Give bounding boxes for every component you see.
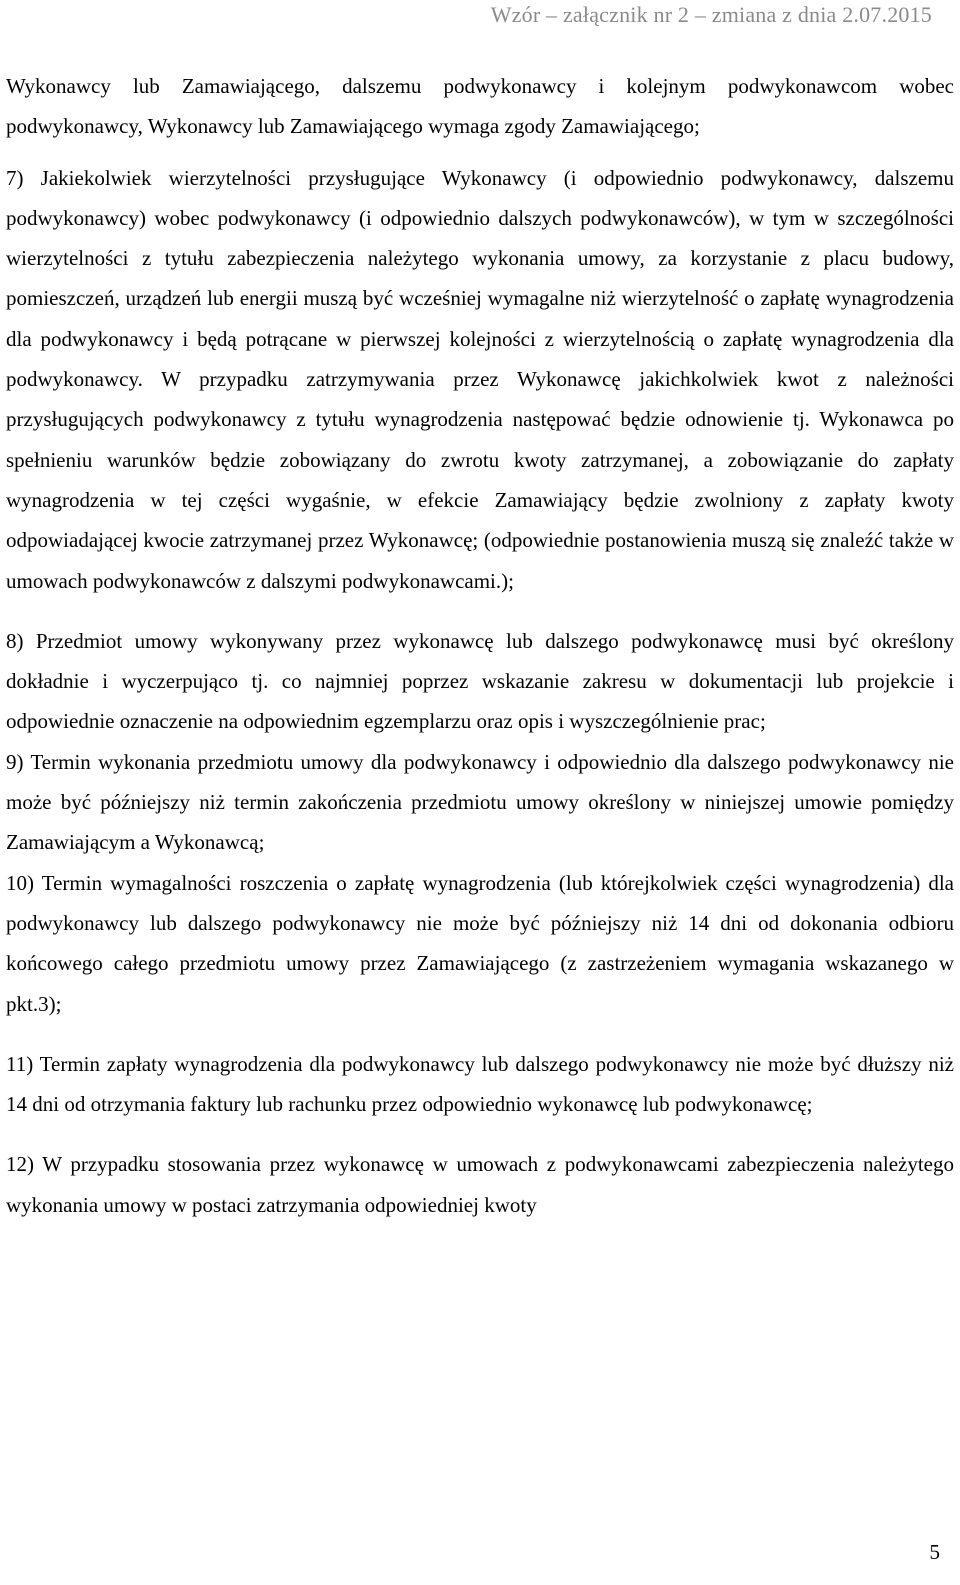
document-body	[6, 66, 954, 1225]
page-header: Wzór – załącznik nr 2 – zmiana z dnia 2.07.2015	[490, 2, 932, 27]
paragraph-item-9: 9) Termin wykonania przedmiotu umowy dla podwykonawcy i odpowiednio dla dalszego podwykonawcy nie może być późniejszy niż termin zakończenia przedmiotu umowy określony w niniejszej umowie pomiędzy Zamawiającym a Wykonawcą;	[6, 749, 954, 855]
paragraph-item-10: 10) Termin wymagalności roszczenia o zapłatę wynagrodzenia (lub którejkolwiek części wynagrodzenia) dla podwykonawcy lub dalszego podwykonawcy nie może być późniejszy niż 14 dni od dokonania odbioru końcowego całego przedmiotu umowy przez Zamawiającego (z zastrzeżeniem wymagania wskazanego w pkt.3);	[6, 870, 954, 1016]
paragraph-item-12: 12) W przypadku stosowania przez wykonawcę w umowach z podwykonawcami zabezpieczenia należytego wykonania umowy w postaci zatrzymania odpowiedniej kwoty	[6, 1152, 954, 1217]
paragraph-continuation: Wykonawcy lub Zamawiającego, dalszemu podwykonawcy i kolejnym podwykonawcom wobec podwykonawcy, Wykonawcy lub Zamawiającego wymaga zgody Zamawiającego;	[6, 74, 954, 139]
page-number: 5	[929, 1540, 940, 1564]
paragraph-item-11: 11) Termin zapłaty wynagrodzenia dla podwykonawcy lub dalszego podwykonawcy nie może być dłuższy niż 14 dni od otrzymania faktury lub rachunku przez odpowiednio wykonawcę lub podwykonawcę;	[6, 1051, 954, 1117]
paragraph-item-7: 7) Jakiekolwiek wierzytelności przysługujące Wykonawcy (i odpowiednio podwykonawcy, dalszemu podwykonawcy) wobec podwykonawcy (i odpowiednio dalszych podwykonawców), w tym w szczególności wierzytelności z tytułu zabezpieczenia należytego wykonania umowy, za korzystanie z placu budowy, pomieszczeń, urządzeń lub energii muszą być wcześniej wymagalne niż wierzytelność o zapłatę wynagrodzenia dla podwykonawcy i będą potrącane w pierwszej kolejności z wierzytelnością o zapłatę wynagrodzenia dla podwykonawcy. W przypadku zatrzymywania przez Wykonawcę jakichkolwiek kwot z należności przysługujących podwykonawcy z tytułu wynagrodzenia następować będzie odnowienie tj. Wykonawca po spełnieniu warunków będzie zobowiązany do zwrotu kwoty zatrzymanej, a zobowiązanie do zapłaty wynagrodzenia w tej części wygaśnie, w efekcie Zamawiający będzie zwolniony z zapłaty kwoty odpowiadającej kwocie zatrzymanej przez Wykonawcę; (odpowiednie postanowienia muszą się znaleźć także w umowach podwykonawców z dalszymi podwykonawcami.);	[6, 165, 954, 593]
paragraph-item-8: 8) Przedmiot umowy wykonywany przez wykonawcę lub dalszego podwykonawcę musi być określony dokładnie i wyczerpująco tj. co najmniej poprzez wskazanie zakresu w dokumentacji lub projekcie i odpowiednie oznaczenie na odpowiednim egzemplarzu oraz opis i wyszczególnienie prac;	[6, 628, 954, 734]
